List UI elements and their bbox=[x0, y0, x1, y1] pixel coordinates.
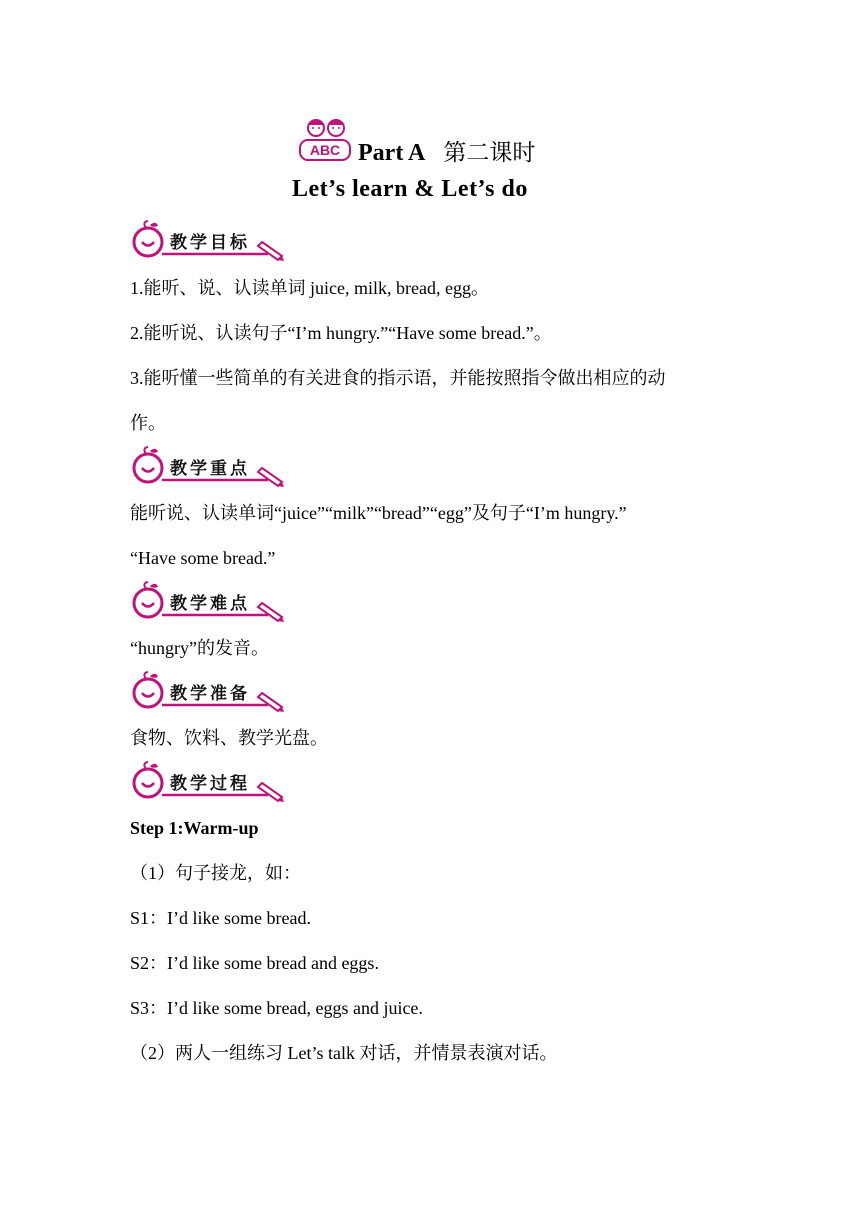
section-heading-objectives bbox=[128, 220, 288, 260]
lesson-label: 第二课时 bbox=[443, 140, 536, 166]
pencil-icon bbox=[258, 468, 284, 487]
objective-item-3: 3.能听懂一些简单的有关进食的指示语，并能按照指令做出相应的动 bbox=[130, 368, 666, 388]
process-item-5: （2）两人一组练习 Let’s talk 对话，并情景表演对话。 bbox=[130, 1043, 558, 1063]
objective-item-3-continued: 作。 bbox=[130, 413, 166, 433]
kids-logo-icon bbox=[294, 116, 356, 166]
pencil-icon bbox=[258, 603, 284, 622]
key-point-item-1: 能听说、认读单词“juice”“milk”“bread”“egg”及句子“I’m hungry.” bbox=[130, 503, 627, 523]
process-item-3: S2：I’d like some bread and eggs. bbox=[130, 953, 379, 973]
objective-item-1: 1.能听、说、认读单词 juice, milk, bread, egg。 bbox=[130, 278, 489, 298]
preparation-item-1: 食物、饮料、教学光盘。 bbox=[130, 728, 328, 748]
section-heading-label: 教学重点 bbox=[170, 459, 250, 479]
lesson-title-block bbox=[292, 116, 567, 208]
lesson-part-title bbox=[358, 134, 535, 167]
pencil-icon bbox=[258, 693, 284, 712]
part-label: Part A bbox=[358, 140, 426, 166]
pencil-icon bbox=[258, 242, 284, 261]
section-heading-difficulties bbox=[128, 581, 288, 621]
section-heading-label: 教学准备 bbox=[170, 684, 250, 704]
step1-title: Step 1:Warm-up bbox=[130, 818, 259, 838]
process-item-1: （1）句子接龙，如： bbox=[130, 863, 301, 883]
process-item-2: S1：I’d like some bread. bbox=[130, 908, 311, 928]
lesson-subtitle: Let’s learn & Let’s do bbox=[292, 176, 528, 202]
section-heading-label: 教学目标 bbox=[170, 233, 250, 253]
section-heading-label: 教学难点 bbox=[170, 594, 250, 614]
svg-text:ABC: ABC bbox=[309, 142, 341, 158]
section-heading-key-points bbox=[128, 446, 288, 486]
section-heading-preparation bbox=[128, 671, 288, 711]
pencil-icon bbox=[258, 783, 284, 802]
objective-item-2: 2.能听说、认读句子“I’m hungry.”“Have some bread.”。 bbox=[130, 323, 552, 343]
section-heading-process bbox=[128, 761, 288, 801]
key-point-item-2: “Have some bread.” bbox=[130, 548, 276, 568]
section-heading-label: 教学过程 bbox=[170, 774, 250, 794]
difficulty-item-1: “hungry”的发音。 bbox=[130, 638, 269, 658]
process-item-4: S3：I’d like some bread, eggs and juice. bbox=[130, 998, 423, 1018]
